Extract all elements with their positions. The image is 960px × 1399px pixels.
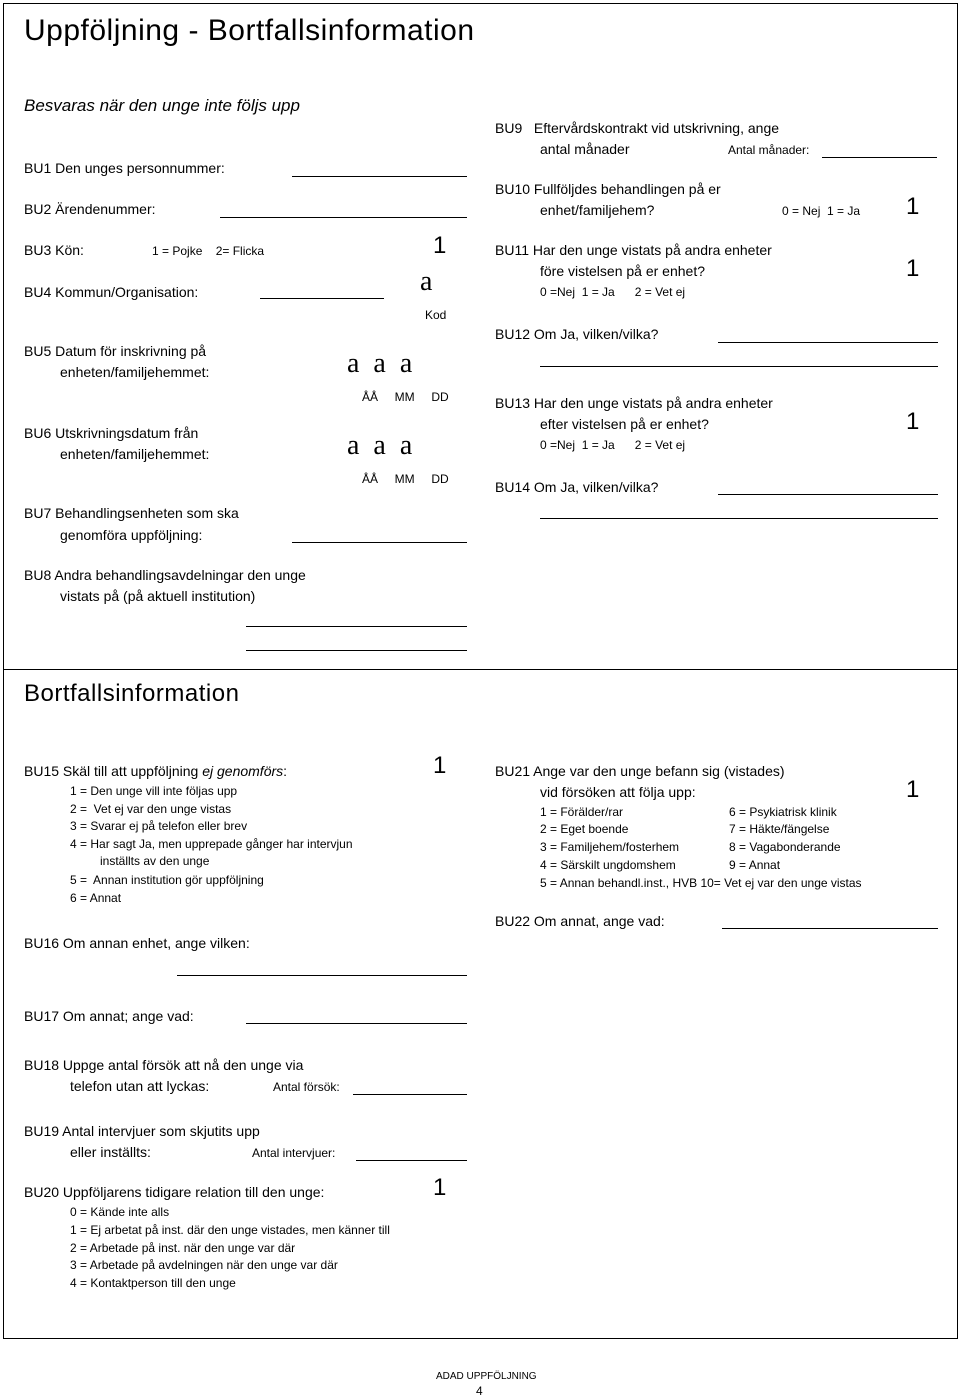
bu21-option: 9 = Annat — [729, 858, 781, 872]
bu19-label-line1: BU19 Antal intervjuer som skjutits upp — [24, 1123, 260, 1139]
bu17-input-line[interactable] — [246, 1023, 467, 1024]
bu21-option: 4 = Särskilt ungdomshem — [540, 858, 676, 872]
bu20-option: 2 = Arbetade på inst. när den unge var där — [70, 1241, 296, 1255]
bu21-option: 8 = Vagabonderande — [729, 840, 841, 854]
bu5-date-format: ÅÅ MM DD — [362, 390, 449, 404]
bu20-label: BU20 Uppföljarens tidigare relation till den unge: — [24, 1184, 325, 1200]
bu15-code-box[interactable]: 1 — [433, 752, 447, 779]
bu21-option: 2 = Eget boende — [540, 822, 629, 836]
bu3-label: BU3 Kön: — [24, 242, 84, 258]
bu15-option: 5 = Annan institution gör uppföljning — [70, 873, 264, 887]
bu5-label-line1: BU5 Datum för inskrivning på — [24, 343, 207, 359]
bu10-label-line2: enhet/familjehem? — [540, 202, 655, 218]
page-title: Uppföljning - Bortfallsinformation — [24, 14, 475, 47]
bu5-label-line2: enheten/familjehemmet: — [60, 364, 210, 380]
bu20-code-box[interactable]: 1 — [433, 1174, 447, 1201]
bu20-option: 3 = Arbetade på avdelningen när den unge var där — [70, 1258, 338, 1272]
bu15-label-c: : — [283, 763, 288, 779]
bu21-option: 3 = Familjehem/fosterhem — [540, 840, 680, 854]
bu12-input-line-2[interactable] — [540, 366, 938, 367]
section-subtitle: Besvaras när den unge inte följs upp — [24, 96, 300, 115]
footer-label: ADAD UPPFÖLJNING — [436, 1371, 537, 1382]
bu6-label-line2: enheten/familjehemmet: — [60, 446, 210, 462]
bu15-label-a: BU15 Skäl till att uppföljning — [24, 763, 203, 779]
bu9-label-line1: BU9 Eftervårdskontrakt vid utskrivning, ange — [495, 120, 780, 136]
bu20-option: 4 = Kontaktperson till den unge — [70, 1276, 236, 1290]
bu22-input-line[interactable] — [722, 928, 938, 929]
bu11-code-box[interactable]: 1 — [906, 255, 920, 282]
bu18-label-line2: telefon utan att lyckas: — [70, 1078, 210, 1094]
bu2-label: BU2 Ärendenummer: — [24, 201, 156, 217]
section-divider — [3, 669, 958, 670]
bu6-date-format: ÅÅ MM DD — [362, 472, 449, 486]
bu15-option: 1 = Den unge vill inte följas upp — [70, 784, 238, 798]
bu9-input-line[interactable] — [822, 157, 937, 158]
bu15-option: 6 = Annat — [70, 891, 122, 905]
bu5-date-boxes[interactable]: a a a — [347, 348, 413, 379]
bu20-option: 1 = Ej arbetat på inst. där den unge vistades, men känner till — [70, 1223, 390, 1237]
bu10-code-box[interactable]: 1 — [906, 193, 920, 220]
bu15-option: 2 = Vet ej var den unge vistas — [70, 802, 232, 816]
bu21-code-box[interactable]: 1 — [906, 776, 920, 803]
bu7-input-line[interactable] — [292, 542, 467, 543]
bu1-label: BU1 Den unges personnummer: — [24, 160, 225, 176]
bu4-label: BU4 Kommun/Organisation: — [24, 284, 199, 300]
bu2-input-line[interactable] — [220, 217, 467, 218]
bu14-input-line-2[interactable] — [540, 518, 938, 519]
bu14-input-line-1[interactable] — [718, 494, 938, 495]
bu4-code-box[interactable]: a — [420, 266, 433, 297]
bu15-label — [24, 763, 287, 779]
bu15-option: 4 = Har sagt Ja, men upprepade gånger har intervjun — [70, 837, 353, 851]
bu15-label-italic: ej genomförs — [202, 763, 284, 779]
bu6-label-line1: BU6 Utskrivningsdatum från — [24, 425, 199, 441]
bu17-label: BU17 Om annat; ange vad: — [24, 1008, 194, 1024]
bu3-code-box[interactable]: 1 — [433, 232, 447, 259]
bu8-label-line1: BU8 Andra behandlingsavdelningar den unge — [24, 567, 306, 583]
page-number: 4 — [476, 1384, 483, 1398]
bu11-label-line2: före vistelsen på er enhet? — [540, 263, 705, 279]
bu13-label-line1: BU13 Har den unge vistats på andra enheter — [495, 395, 773, 411]
bu11-options: 0 =Nej 1 = Ja 2 = Vet ej — [540, 285, 686, 299]
bu8-label-line2: vistats på (på aktuell institution) — [60, 588, 256, 604]
bu8-input-line-1[interactable] — [246, 626, 467, 627]
bu11-label-line1: BU11 Har den unge vistats på andra enheter — [495, 242, 772, 258]
bu15-option: 3 = Svarar ej på telefon eller brev — [70, 819, 248, 833]
bu15-option: inställts av den unge — [100, 854, 210, 868]
bu21-option: 5 = Annan behandl.inst., HVB 10= Vet ej var den unge vistas — [540, 876, 862, 890]
bu13-options: 0 =Nej 1 = Ja 2 = Vet ej — [540, 438, 686, 452]
bu4-input-line[interactable] — [260, 298, 384, 299]
bu16-input-line[interactable] — [177, 975, 467, 976]
bu19-input-line[interactable] — [356, 1160, 467, 1161]
bu10-label-line1: BU10 Fullföljdes behandlingen på er — [495, 181, 721, 197]
bu9-label-line2: antal månader — [540, 141, 630, 157]
bu10-options: 0 = Nej 1 = Ja — [782, 204, 861, 218]
bu19-field-label: Antal intervjuer: — [252, 1146, 336, 1160]
bu18-field-label: Antal försök: — [273, 1080, 340, 1094]
bu21-option: 1 = Förälder/rar — [540, 805, 624, 819]
bu8-input-line-2[interactable] — [246, 650, 467, 651]
bu14-label: BU14 Om Ja, vilken/vilka? — [495, 479, 659, 495]
bu12-label: BU12 Om Ja, vilken/vilka? — [495, 326, 659, 342]
bu7-label-line1: BU7 Behandlingsenheten som ska — [24, 505, 239, 521]
bu12-input-line-1[interactable] — [718, 342, 938, 343]
bu18-input-line[interactable] — [353, 1094, 467, 1095]
bu13-code-box[interactable]: 1 — [906, 408, 920, 435]
bu19-label-line2: eller inställts: — [70, 1144, 151, 1160]
bu18-label-line1: BU18 Uppge antal försök att nå den unge via — [24, 1057, 304, 1073]
bu3-options: 1 = Pojke 2= Flicka — [152, 244, 265, 258]
bu7-label-line2: genomföra uppföljning: — [60, 527, 203, 543]
bu21-label-line2: vid försöken att följa upp: — [540, 784, 696, 800]
bu4-kod-label: Kod — [425, 308, 447, 322]
bu21-option: 6 = Psykiatrisk klinik — [729, 805, 837, 819]
bu13-label-line2: efter vistelsen på er enhet? — [540, 416, 709, 432]
bu21-label-line1: BU21 Ange var den unge befann sig (vistades) — [495, 763, 785, 779]
bu21-option: 7 = Häkte/fängelse — [729, 822, 830, 836]
bu1-input-line[interactable] — [292, 176, 467, 177]
bu20-option: 0 = Kände inte alls — [70, 1205, 170, 1219]
bu9-field-label: Antal månader: — [728, 143, 810, 157]
bu16-label: BU16 Om annan enhet, ange vilken: — [24, 935, 250, 951]
bu22-label: BU22 Om annat, ange vad: — [495, 913, 665, 929]
bu6-date-boxes[interactable]: a a a — [347, 430, 413, 461]
section-heading: Bortfallsinformation — [24, 680, 240, 707]
